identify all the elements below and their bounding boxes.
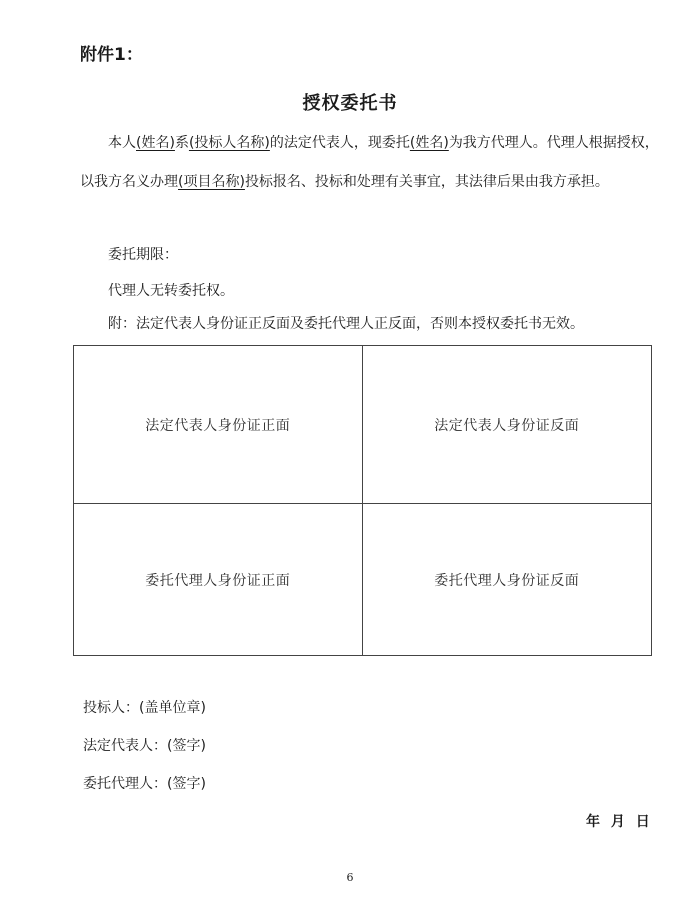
no-transfer-line: 代理人无转委托权。: [108, 283, 234, 299]
para-text-4: 为我方代理人。代理人根据授权，以我方名义办理: [80, 135, 659, 190]
period-label: 委托期限：: [108, 247, 178, 263]
page-number: 6: [346, 871, 354, 884]
attachment-label: 附件1：: [80, 45, 143, 65]
agent-name-blank: (姓名): [409, 135, 449, 151]
id-card-grid: [73, 345, 652, 656]
authorization-paragraph: [80, 124, 660, 202]
project-name-blank: (项目名称): [178, 174, 245, 190]
legal-rep-id-back-slot: 法定代表人身份证反面: [363, 346, 652, 504]
agent-signature-line: 委托代理人：(签字): [83, 776, 206, 792]
para-text-1: 本人: [108, 135, 136, 151]
para-text-3: 的法定代表人，现委托: [269, 135, 410, 151]
date-line: 年 月 日: [586, 814, 650, 830]
para-text-2: 系: [174, 135, 189, 151]
principal-name-blank: (姓名): [136, 135, 175, 151]
legal-rep-signature-line: 法定代表人：(签字): [83, 738, 206, 754]
agent-id-back-slot: 委托代理人身份证反面: [434, 572, 580, 589]
attachment-note: 附：法定代表人身份证正反面及委托代理人正反面，否则本授权委托书无效。: [108, 316, 584, 332]
para-text-5: 投标报名、投标和处理有关事宜，其法律后果由我方承担。: [244, 174, 609, 190]
bidder-name-blank: (投标人名称): [188, 135, 270, 151]
agent-id-front-slot: 委托代理人身份证正面: [74, 504, 363, 655]
bidder-signature-line: 投标人：(盖单位章): [83, 700, 206, 716]
legal-rep-id-front-slot: 法定代表人身份证正面: [74, 346, 363, 504]
document-title: 授权委托书: [302, 93, 398, 114]
